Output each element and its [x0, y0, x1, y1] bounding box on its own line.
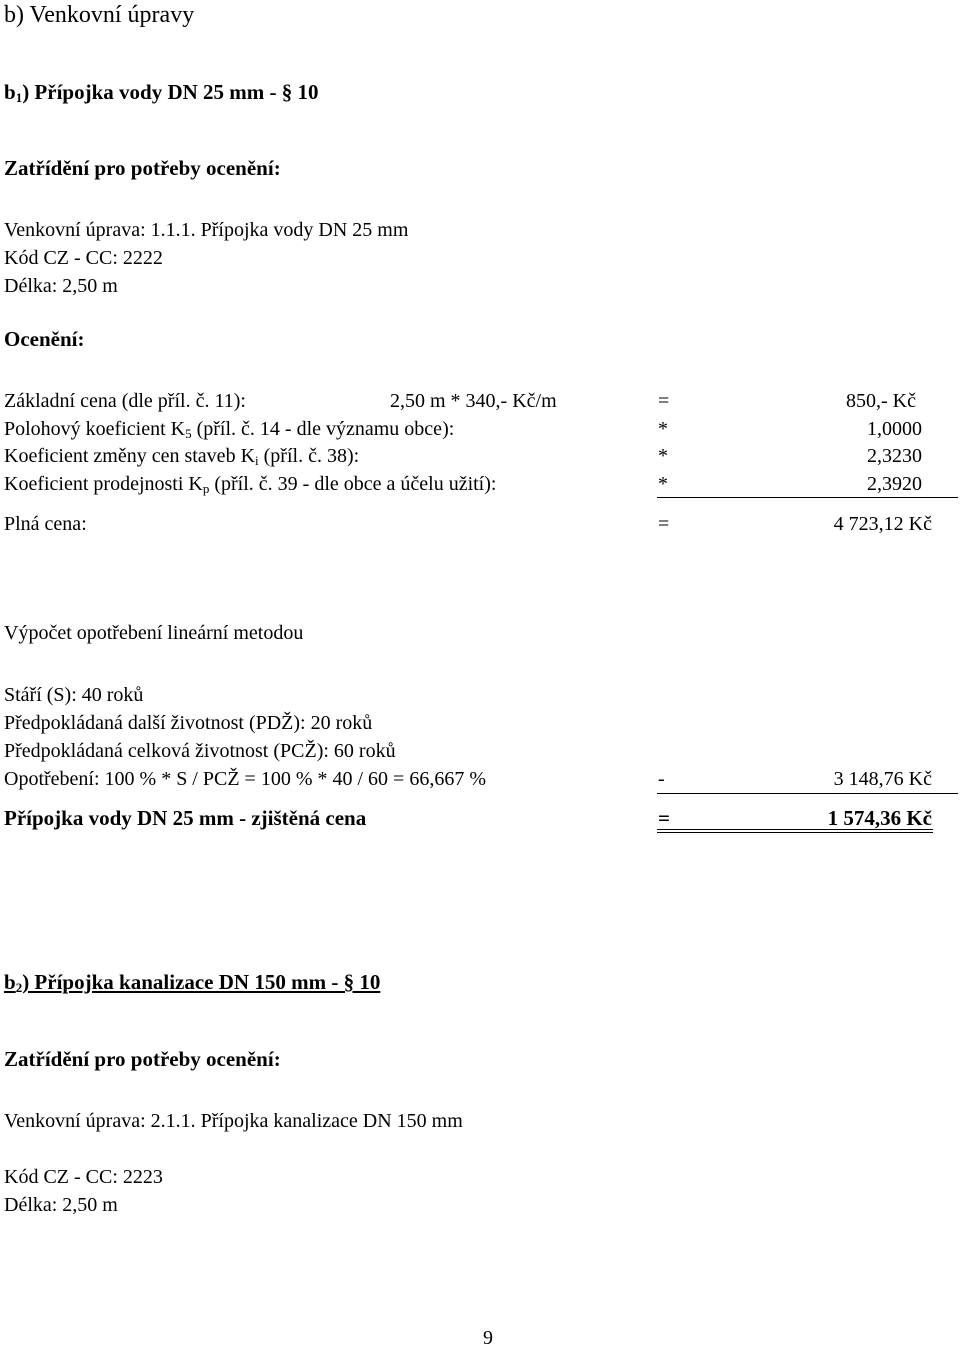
b2-heading-letter: b: [4, 970, 16, 994]
b2-venkovni-uprava: Venkovní úprava: 2.1.1. Přípojka kanalizace DN 150 mm: [4, 1110, 463, 1132]
plna-cena-operator: =: [658, 513, 670, 535]
polohovy-label-text: Polohový koeficient K: [4, 418, 186, 440]
zjistena-cena-label: Přípojka vody DN 25 mm - zjištěná cena: [4, 806, 367, 830]
polohovy-label-sub: 5: [185, 426, 192, 441]
opotrebeni-operator: -: [658, 768, 665, 790]
vypocet-heading: Výpočet opotřebení lineární metodou: [4, 622, 304, 644]
section-title: b) Venkovní úpravy: [4, 2, 195, 28]
plna-cena-value: 4 723,12 Kč: [833, 513, 932, 535]
b1-kod: Kód CZ - CC: 2222: [4, 247, 163, 269]
prodejnosti-label-sub: p: [202, 481, 210, 496]
zjistena-double-underline: [657, 829, 933, 833]
predpokladana-dalsi-zivotnost: Předpokládaná další životnost (PDŽ): 20 roků: [4, 712, 373, 734]
opotrebeni-value: 3 148,76 Kč: [833, 768, 932, 790]
polohovy-operator: *: [658, 418, 668, 440]
b2-classification-heading: Zatřídění pro potřeby ocenění:: [4, 1047, 281, 1071]
zakladni-cena-operator: =: [658, 390, 670, 412]
zakladni-cena-label: Základní cena (dle příl. č. 11):: [4, 390, 246, 412]
polohovy-koeficient-label: [4, 419, 454, 439]
zakladni-cena-value: 850,- Kč: [846, 390, 916, 412]
b1-classification-heading: Zatřídění pro potřeby ocenění:: [4, 156, 281, 180]
zmeny-cen-label: [4, 446, 359, 466]
plna-cena-label: Plná cena:: [4, 513, 87, 535]
predpokladana-celkova-zivotnost: Předpokládaná celková životnost (PCŽ): 60 roků: [4, 740, 396, 762]
zmeny-label-text: Koeficient změny cen staveb K: [4, 445, 256, 467]
b2-heading-index: 2: [15, 980, 23, 995]
opotrebeni-divider: [657, 793, 958, 794]
prodejnosti-value: 2,3920: [867, 473, 922, 495]
stari: Stáří (S): 40 roků: [4, 684, 144, 706]
b1-heading-text: ) Přípojka vody DN 25 mm - § 10: [22, 80, 319, 104]
b1-delka: Délka: 2,50 m: [4, 275, 118, 297]
b2-heading-text: ) Přípojka kanalizace DN 150 mm - § 10: [22, 970, 381, 994]
zmeny-label-sub: i: [255, 453, 259, 468]
prodejnosti-label-text: Koeficient prodejnosti K: [4, 473, 203, 495]
b1-heading-letter: b: [4, 80, 16, 104]
zmeny-label-rest: (příl. č. 38):: [258, 445, 360, 467]
polohovy-value: 1,0000: [867, 418, 922, 440]
zjistena-cena-value: 1 574,36 Kč: [827, 806, 932, 830]
b2-kod: Kód CZ - CC: 2223: [4, 1166, 163, 1188]
polohovy-label-rest: (příl. č. 14 - dle významu obce):: [191, 418, 455, 440]
b2-delka: Délka: 2,50 m: [4, 1194, 118, 1216]
b1-heading: [4, 82, 319, 103]
prodejnosti-label-rest: (příl. č. 39 - dle obce a účelu užití):: [209, 473, 497, 495]
zakladni-cena-calc: 2,50 m * 340,- Kč/m: [390, 390, 557, 412]
sum-divider: [657, 497, 958, 498]
b1-oceneni-heading: Ocenění:: [4, 327, 85, 351]
b2-heading: [4, 972, 380, 993]
zjistena-cena-operator: =: [658, 806, 670, 830]
zmeny-value: 2,3230: [867, 445, 922, 467]
opotrebeni-label: Opotřebení: 100 % * S / PCŽ = 100 % * 40 / 60 = 66,667 %: [4, 768, 486, 790]
prodejnosti-operator: *: [658, 473, 668, 495]
b1-heading-index: 1: [15, 90, 23, 105]
zmeny-operator: *: [658, 445, 668, 467]
page-number: 9: [483, 1327, 493, 1349]
prodejnosti-label: [4, 474, 496, 494]
b1-venkovni-uprava: Venkovní úprava: 1.1.1. Přípojka vody DN 25 mm: [4, 219, 409, 241]
